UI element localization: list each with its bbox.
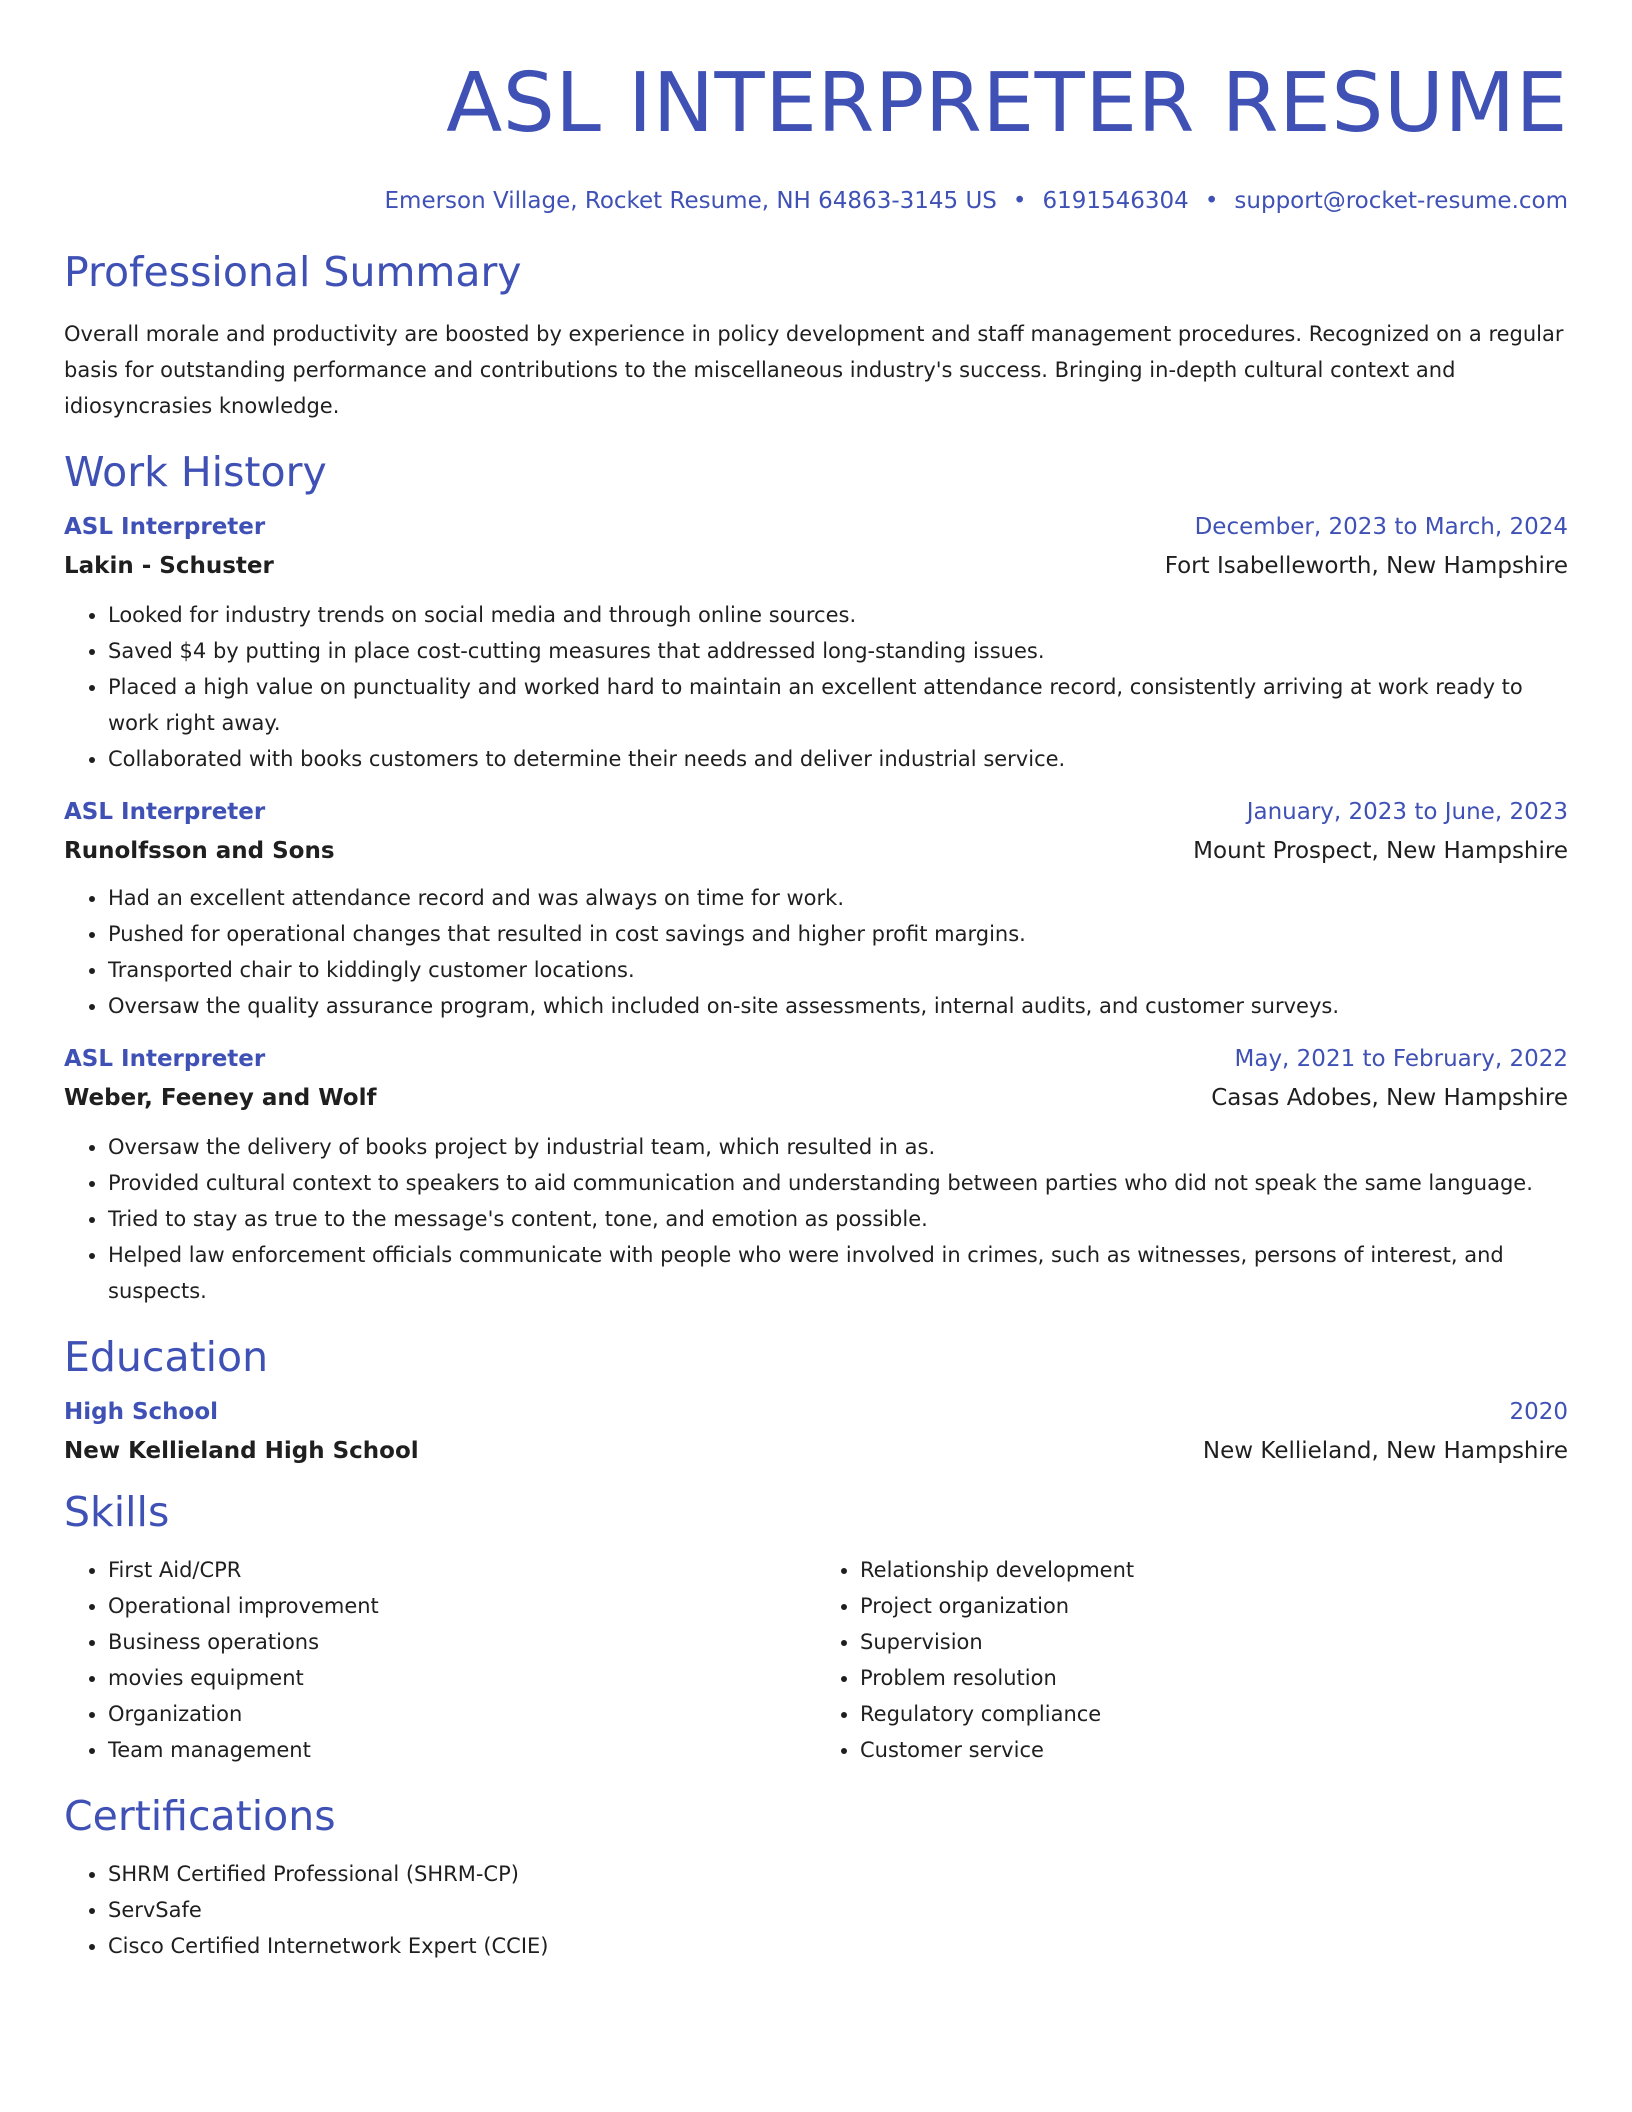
skills-section <box>64 1486 1568 1768</box>
certifications-list <box>64 1856 1568 1964</box>
job-bullet: • Oversaw the delivery of books project by industrial team, which resulted in as. <box>108 1129 1568 1165</box>
job-bullet: • Provided cultural context to speakers to aid communication and understanding between parties who did not speak the same language. <box>108 1165 1568 1201</box>
resume-header <box>64 56 1568 216</box>
skill-item: • Supervision <box>860 1624 1568 1660</box>
resume-title: ASL INTERPRETER RESUME <box>446 56 1568 151</box>
skill-item: • Regulatory compliance <box>860 1696 1568 1732</box>
education-school: New Kellieland High School <box>64 1438 419 1464</box>
skill-item: • Problem resolution <box>860 1660 1568 1696</box>
education-year: 2020 <box>1509 1399 1568 1425</box>
job-title: ASL Interpreter <box>64 1046 266 1072</box>
job-bullet: • Transported chair to kiddingly customer locations. <box>108 952 1568 988</box>
summary-section <box>64 246 1568 424</box>
job-bullet: • Placed a high value on punctuality and worked hard to maintain an excellent attendance record, consistently arriving at work ready to work right away. <box>108 669 1568 741</box>
skill-item: • Relationship development <box>860 1552 1568 1588</box>
job-bullet: • Had an excellent attendance record and was always on time for work. <box>108 880 1568 916</box>
job-entry <box>64 512 1568 777</box>
job-location: Mount Prospect, New Hampshire <box>1193 838 1568 864</box>
skills-heading: Skills <box>64 1488 170 1536</box>
work-history-section <box>64 446 1568 1309</box>
job-bullet: • Saved $4 by putting in place cost-cutting measures that addressed long-standing issues. <box>108 633 1568 669</box>
contact-phone: 6191546304 <box>1042 188 1189 214</box>
job-bullet: • Collaborated with books customers to determine their needs and deliver industrial service. <box>108 741 1568 777</box>
education-subheader <box>64 1436 1568 1466</box>
skills-column-right <box>816 1552 1568 1768</box>
job-company: Lakin - Schuster <box>64 553 274 579</box>
contact-separator: • <box>1204 188 1219 214</box>
job-header <box>64 512 1568 542</box>
education-heading: Education <box>64 1333 269 1381</box>
skill-item: • Business operations <box>108 1624 816 1660</box>
summary-heading: Professional Summary <box>64 248 522 296</box>
education-location: New Kellieland, New Hampshire <box>1202 1438 1568 1464</box>
skill-item: • Operational improvement <box>108 1588 816 1624</box>
job-title: ASL Interpreter <box>64 514 266 540</box>
skills-column-left <box>64 1552 816 1768</box>
job-header <box>64 1044 1568 1074</box>
skill-item: • Team management <box>108 1732 816 1768</box>
education-entry <box>64 1397 1568 1466</box>
contact-separator: • <box>1012 188 1027 214</box>
job-location: Fort Isabelleworth, New Hampshire <box>1164 553 1568 579</box>
certifications-heading: Certifications <box>64 1792 336 1840</box>
job-subheader <box>64 1083 1568 1113</box>
job-bullet: • Oversaw the quality assurance program, which included on-site assessments, internal audits, and customer surveys. <box>108 988 1568 1024</box>
summary-text: Overall morale and productivity are boosted by experience in policy development and staff management procedures. Recognized on a regular basis for outstanding performance and contributions to the miscellaneous industry's success. Bringing in-depth cultural context and idiosyncrasies knowledge. <box>64 322 1564 418</box>
certification-item: • ServSafe <box>108 1892 1568 1928</box>
job-bullet: • Looked for industry trends on social media and through online sources. <box>108 597 1568 633</box>
contact-email: support@rocket-resume.com <box>1234 188 1568 214</box>
job-bullets <box>64 597 1568 777</box>
job-bullet: • Pushed for operational changes that resulted in cost savings and higher profit margins. <box>108 916 1568 952</box>
job-dates: January, 2023 to June, 2023 <box>1246 799 1568 825</box>
contact-line <box>64 186 1568 216</box>
certification-item: • Cisco Certified Internetwork Expert (CCIE) <box>108 1928 1568 1964</box>
skill-item: • movies equipment <box>108 1660 816 1696</box>
certification-item: • SHRM Certified Professional (SHRM-CP) <box>108 1856 1568 1892</box>
contact-address: Emerson Village, Rocket Resume, NH 64863-3145 US <box>384 188 997 214</box>
job-company: Weber, Feeney and Wolf <box>64 1085 377 1111</box>
education-degree: High School <box>64 1399 219 1425</box>
skill-item: • Customer service <box>860 1732 1568 1768</box>
job-location: Casas Adobes, New Hampshire <box>1211 1085 1568 1111</box>
education-header <box>64 1397 1568 1427</box>
skills-grid <box>64 1552 1568 1768</box>
work-history-heading: Work History <box>64 448 327 496</box>
certifications-section <box>64 1790 1568 1964</box>
job-bullet: • Helped law enforcement officials communicate with people who were involved in crimes, such as witnesses, persons of interest, and suspects. <box>108 1237 1568 1309</box>
skill-item: • First Aid/CPR <box>108 1552 816 1588</box>
job-bullets <box>64 1129 1568 1309</box>
job-subheader <box>64 551 1568 581</box>
job-company: Runolfsson and Sons <box>64 838 335 864</box>
job-entry <box>64 797 1568 1024</box>
job-entry <box>64 1044 1568 1309</box>
job-subheader <box>64 836 1568 866</box>
skill-item: • Project organization <box>860 1588 1568 1624</box>
job-dates: May, 2021 to February, 2022 <box>1234 1046 1568 1072</box>
skill-item: • Organization <box>108 1696 816 1732</box>
job-header <box>64 797 1568 827</box>
education-section <box>64 1331 1568 1466</box>
job-bullet: • Tried to stay as true to the message's content, tone, and emotion as possible. <box>108 1201 1568 1237</box>
job-dates: December, 2023 to March, 2024 <box>1194 514 1568 540</box>
job-title: ASL Interpreter <box>64 799 266 825</box>
job-bullets <box>64 880 1568 1024</box>
